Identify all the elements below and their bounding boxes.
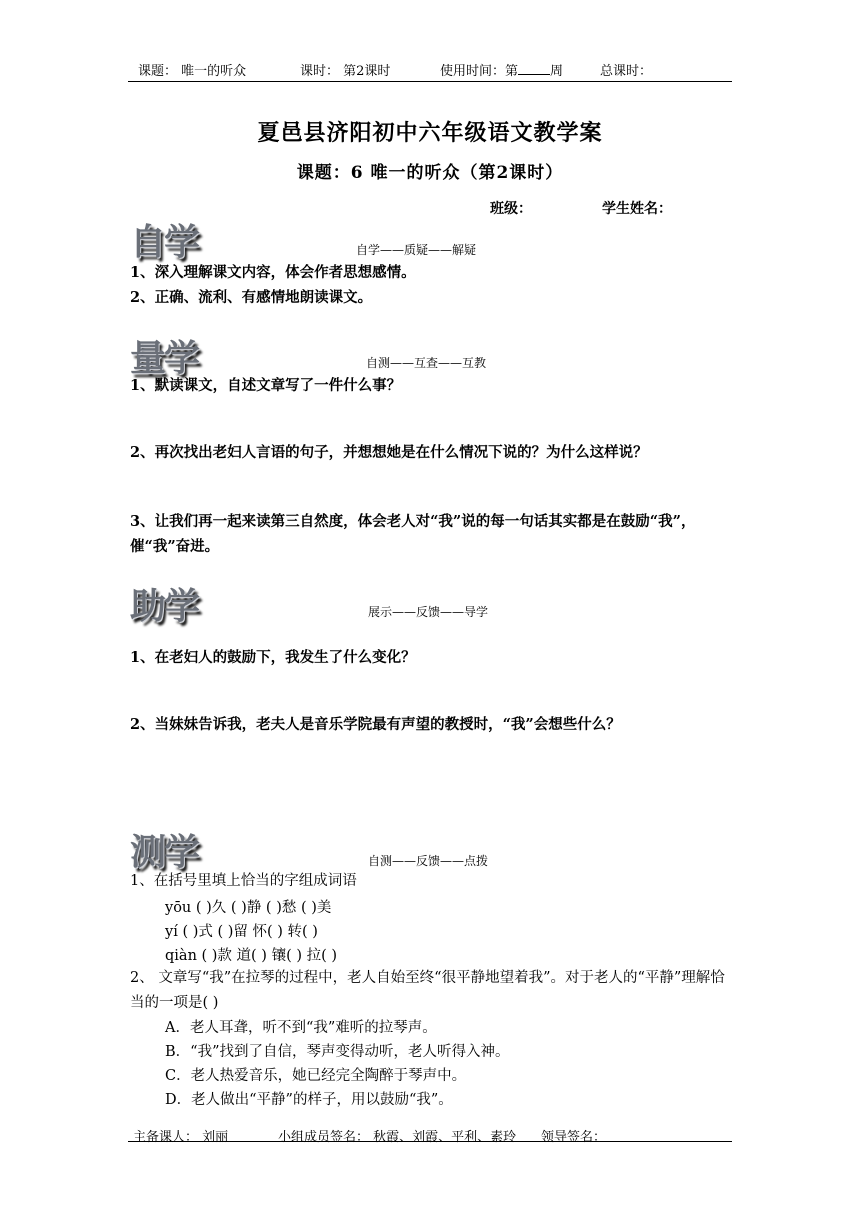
footer-divider bbox=[128, 1141, 732, 1142]
section-title-zixue: 自学 bbox=[130, 222, 199, 263]
cexue-q1-line-2: yí ( )式 ( )留 怀( ) 转( ) bbox=[165, 924, 318, 940]
cexue-option-a: A．老人耳聋，听不到“我”难听的拉琴声。 bbox=[165, 1020, 437, 1036]
header-topic: 课题： 唯一的听众 bbox=[138, 64, 247, 79]
liangxue-item-1: 1、默读课文，自述文章写了一件什么事？ bbox=[130, 377, 402, 394]
liangxue-item-2: 2、再次找出老妇人言语的句子，并想想她是在什么情况下说的？为什么这样说？ bbox=[130, 444, 648, 461]
page-footer bbox=[133, 1126, 606, 1145]
section-sub-liangxue: 自测——互查——互教 bbox=[366, 356, 487, 370]
cexue-option-b: B．“我”找到了自信，琴声变得动听，老人听得入神。 bbox=[165, 1044, 510, 1060]
student-name-label: 学生姓名： bbox=[602, 201, 672, 217]
cexue-q1-line-3: qiàn ( )款 道( ) 镶( ) 拉( ) bbox=[165, 948, 338, 964]
cexue-q1-line-1: yōu ( )久 ( )静 ( )愁 ( )美 bbox=[165, 900, 332, 916]
section-sub-zhuxue: 展示——反馈——导学 bbox=[368, 605, 489, 619]
header-use-time-prefix: 使用时间：第 bbox=[440, 64, 519, 79]
page-title: 夏邑县济阳初中六年级语文教学案 bbox=[257, 121, 603, 146]
class-label: 班级： bbox=[490, 201, 532, 217]
zhuxue-item-2: 2、当妹妹告诉我，老夫人是音乐学院最有声望的教授时，“我”会想些什么？ bbox=[130, 716, 621, 733]
class-info bbox=[490, 198, 672, 218]
header-total: 总课时： bbox=[600, 64, 653, 79]
header-period: 课时： 第2课时 bbox=[300, 64, 391, 79]
cexue-q1: 1、在括号里填上恰当的字组成词语 bbox=[130, 873, 357, 889]
liangxue-item-3: 3、让我们再一起来读第三自然度，体会老人对“我”说的每一句话其实都是在鼓励“我”，催“我”奋进。 bbox=[130, 513, 696, 555]
header-divider bbox=[128, 81, 732, 82]
page-header bbox=[138, 60, 652, 79]
cexue-q2: 2、 文章写“我”在拉琴的过程中，老人自始至终“很平静地望着我”。对于老人的“平静”理解恰当的一项是( ) bbox=[130, 970, 725, 1011]
page-subtitle: 课题：6 唯一的听众（第2课时） bbox=[296, 163, 564, 183]
footer-leader: 领导签名： bbox=[541, 1130, 607, 1145]
section-title-zhuxue: 助学 bbox=[130, 586, 199, 627]
footer-members: 小组成员签名： 秋霞、刘霞、平利、素玲 bbox=[278, 1130, 517, 1145]
cexue-option-c: C．老人热爱音乐，她已经完全陶醉于琴声中。 bbox=[165, 1068, 467, 1084]
section-title-cexue: 测学 bbox=[130, 832, 199, 873]
footer-teacher: 主备课人： 刘丽 bbox=[133, 1130, 229, 1145]
cexue-option-d: D．老人做出“平静”的样子，用以鼓励“我”。 bbox=[165, 1092, 453, 1108]
zixue-item-1: 1、深入理解课文内容，体会作者思想感情。 bbox=[130, 264, 416, 281]
section-sub-cexue: 自测——反馈——点拨 bbox=[368, 854, 489, 868]
header-use-time-suffix: 周 bbox=[550, 64, 564, 79]
zixue-item-2: 2、正确、流利、有感情地朗读课文。 bbox=[130, 289, 373, 306]
zhuxue-item-1: 1、在老妇人的鼓励下，我发生了什么变化？ bbox=[130, 649, 416, 666]
section-title-liangxue: 量学 bbox=[130, 338, 199, 379]
section-sub-zixue: 自学——质疑——解疑 bbox=[356, 243, 477, 257]
header-use-time-blank bbox=[518, 62, 550, 75]
